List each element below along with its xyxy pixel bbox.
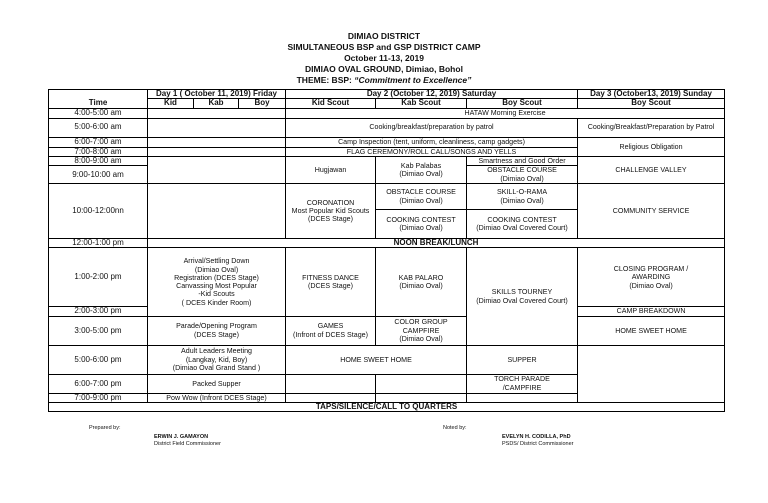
- table-row: [49, 108, 725, 118]
- time-cell: 10:00-12:00nn: [49, 184, 148, 239]
- empty-cell: [286, 374, 376, 393]
- empty-cell: [578, 345, 725, 402]
- table-row: [49, 403, 725, 412]
- sub-kid: Kid: [148, 99, 194, 108]
- activity-cell: COOKING CONTEST (Dimiao Oval Covered Court): [467, 210, 578, 239]
- district-title: DIMIAO DISTRICT: [347, 31, 421, 41]
- activity-cell: KAB PALARO (Dimiao Oval): [376, 248, 467, 316]
- noted-by-label: Noted by:: [443, 425, 467, 431]
- sub-boy: Boy: [239, 99, 286, 108]
- activity-cell: Packed Supper: [148, 374, 286, 393]
- theme-value: “Commitment to Excellence”: [354, 75, 472, 85]
- table-row: [49, 248, 725, 307]
- table-row: [49, 184, 725, 210]
- empty-cell: [148, 118, 286, 137]
- activity-cell: Pow Wow (Infront DCES Stage): [148, 393, 286, 402]
- theme-line: [0, 75, 768, 86]
- activity-cell: OBSTACLE COURSE (Dimiao Oval): [376, 184, 467, 210]
- time-cell: 6:00-7:00 pm: [49, 374, 148, 393]
- activity-cell: FLAG CEREMONY/ROLL CALL/SONGS AND YELLS: [286, 147, 578, 156]
- time-cell: 5:00-6:00 am: [49, 118, 148, 137]
- empty-cell: [148, 137, 286, 147]
- sub-boy-scout-day3: Boy Scout: [578, 99, 725, 108]
- empty-cell: [148, 147, 286, 156]
- camp-venue: DIMIAO OVAL GROUND, Dimiao, Bohol: [305, 64, 463, 74]
- prepared-by-title: District Field Commissioner: [154, 441, 221, 447]
- activity-cell: COMMUNITY SERVICE: [578, 184, 725, 239]
- time-cell: 8:00-9:00 am: [49, 156, 148, 165]
- noted-by-title: PSDS/ District Commissioner: [502, 441, 574, 447]
- activity-cell: CLOSING PROGRAM / AWARDING (Dimiao Oval): [578, 248, 725, 307]
- prepared-by-label: Prepared by:: [89, 425, 121, 431]
- activity-cell: FITNESS DANCE (DCES Stage): [286, 248, 376, 316]
- empty-cell: [376, 393, 467, 402]
- time-cell: 9:00-10:00 am: [49, 166, 148, 184]
- day3-header: Day 3 (October13, 2019) Sunday: [578, 90, 725, 99]
- time-cell: 12:00-1:00 pm: [49, 239, 148, 248]
- noted-by-block: [502, 434, 574, 448]
- sub-kid-scout: Kid Scout: [286, 99, 376, 108]
- activity-cell: Camp Inspection (tent, uniform, cleanliness, camp gadgets): [286, 137, 578, 147]
- activity-cell: Religious Obligation: [578, 137, 725, 156]
- empty-cell: [286, 393, 376, 402]
- table-row: [49, 156, 725, 165]
- time-cell: 1:00-2:00 pm: [49, 248, 148, 307]
- prepared-by-name: ERWIN J. GAMAYON: [154, 434, 209, 440]
- activity-cell: COOKING CONTEST (Dimiao Oval): [376, 210, 467, 239]
- activity-cell: NOON BREAK/LUNCH: [148, 239, 725, 248]
- time-cell: 7:00-9:00 pm: [49, 393, 148, 402]
- activity-cell: OBSTACLE COURSE (Dimiao Oval): [467, 166, 578, 184]
- time-cell: 7:00-8:00 am: [49, 147, 148, 156]
- activity-cell: HATAW Morning Exercise: [286, 108, 725, 118]
- time-cell: 2:00-3:00 pm: [49, 307, 148, 316]
- activity-cell: COLOR GROUP CAMPFIRE (Dimiao Oval): [376, 316, 467, 345]
- empty-cell: [148, 184, 286, 239]
- activity-cell: CHALLENGE VALLEY: [578, 156, 725, 183]
- table-row: [49, 316, 725, 345]
- day1-header: Day 1 ( October 11, 2019) Friday: [148, 90, 286, 99]
- camp-title: SIMULTANEOUS BSP and GSP DISTRICT CAMP: [287, 42, 481, 52]
- activity-cell: Hugjawan: [286, 156, 376, 183]
- time-cell: 5:00-6:00 pm: [49, 345, 148, 374]
- activity-cell: TAPS/SILENCE/CALL TO QUARTERS: [49, 403, 725, 412]
- activity-cell: Adult Leaders Meeting (Langkay, Kid, Boy) (Dimiao Oval Grand Stand ): [148, 345, 286, 374]
- empty-cell: [376, 374, 467, 393]
- noted-by-name: EVELYN H. CODILLA, PhD: [502, 434, 571, 440]
- activity-cell: TORCH PARADE /CAMPFIRE: [467, 374, 578, 393]
- activity-cell: Smartness and Good Order: [467, 156, 578, 165]
- time-header: Time: [49, 90, 148, 109]
- empty-cell: [148, 108, 286, 118]
- table-row: [49, 99, 725, 108]
- day2-header: Day 2 (October 12, 2019) Saturday: [286, 90, 578, 99]
- activity-cell: HOME SWEET HOME: [578, 316, 725, 345]
- prepared-by-block: [154, 434, 221, 448]
- empty-cell: [148, 156, 286, 183]
- activity-cell: Parade/Opening Program (DCES Stage): [148, 316, 286, 345]
- activity-cell: Kab Palabas (Dimiao Oval): [376, 156, 467, 183]
- activity-cell: SUPPER: [467, 345, 578, 374]
- activity-cell: CAMP BREAKDOWN: [578, 307, 725, 316]
- document-header: [0, 31, 768, 86]
- table-row: [49, 239, 725, 248]
- table-row: [49, 90, 725, 99]
- activity-cell: GAMES (Infront of DCES Stage): [286, 316, 376, 345]
- schedule-table: [48, 89, 725, 412]
- time-cell: 6:00-7:00 am: [49, 137, 148, 147]
- activity-cell: CORONATION Most Popular Kid Scouts (DCES Stage): [286, 184, 376, 239]
- time-cell: 3:00-5:00 pm: [49, 316, 148, 345]
- table-row: [49, 137, 725, 147]
- activity-cell: SKILLS TOURNEY (Dimiao Oval Covered Court): [467, 248, 578, 345]
- table-row: [49, 345, 725, 374]
- activity-cell: Arrival/Settling Down (Dimiao Oval) Registration (DCES Stage) Canvassing Most Popular -Kid Scouts ( DCES Kinder Room): [148, 248, 286, 316]
- theme-label: THEME: BSP:: [296, 75, 352, 85]
- table-row: [49, 118, 725, 137]
- camp-dates: October 11-13, 2019: [344, 53, 424, 63]
- activity-cell: Cooking/breakfast/preparation by patrol: [286, 118, 578, 137]
- sub-boy-scout: Boy Scout: [467, 99, 578, 108]
- sub-kab: Kab: [194, 99, 239, 108]
- sub-kab-scout: Kab Scout: [376, 99, 467, 108]
- activity-cell: Cooking/Breakfast/Preparation by Patrol: [578, 118, 725, 137]
- activity-cell: SKILL-O-RAMA (Dimiao Oval): [467, 184, 578, 210]
- time-cell: 4:00-5:00 am: [49, 108, 148, 118]
- empty-cell: [467, 393, 578, 402]
- activity-cell: HOME SWEET HOME: [286, 345, 467, 374]
